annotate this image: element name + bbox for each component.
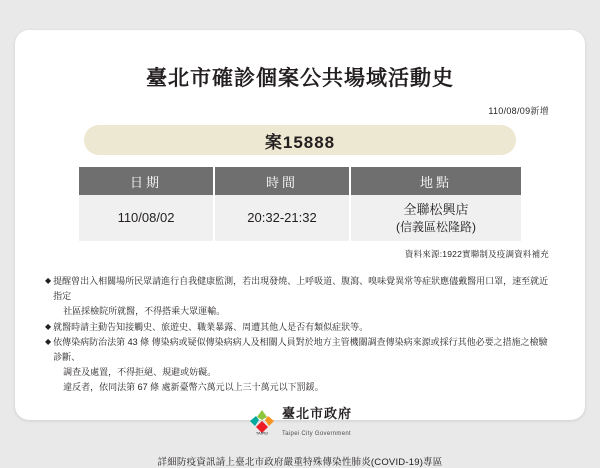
svg-text:TAIPEI: TAIPEI: [255, 430, 269, 436]
page-title: 臺北市確診個案公共場域活動史: [146, 67, 454, 90]
table-row: [79, 195, 521, 241]
column-header-date: 日期: [79, 167, 214, 195]
note-line: 調查及處置，不得拒絕、規避或妨礙。: [63, 367, 217, 378]
cell-place: [350, 195, 521, 241]
data-source-note: 資料來源:1922實聯制及疫調資料補充: [404, 249, 549, 259]
case-number-banner: [84, 125, 516, 155]
taipei-flower-icon: [248, 409, 276, 435]
diamond-bullet-icon: ◆: [45, 321, 52, 331]
note-line: 依傳染病防治法第 43 條 傳染病或疑似傳染病病人及相關人員對於地方主管機關調查傳染病來源或採行其他必要之措施之檢驗診斷、: [53, 337, 548, 363]
cell-time: 20:32-21:32: [214, 195, 350, 241]
table-header-row: [79, 167, 521, 195]
note-line: 提醒曾出入相關場所民眾請進行自我健康監測，若出現發燒、上呼吸道、腹瀉、嗅味覺異常等症狀應儘戴醫用口罩，速至就近指定: [53, 276, 549, 301]
column-header-place: 地點: [350, 167, 521, 195]
diamond-bullet-icon: ◆: [45, 337, 52, 347]
case-number-text: 案15888: [264, 132, 336, 152]
note-line: 就醫時請主動告知接觸史、旅遊史、職業暴露、周遭其他人是否有類似症狀等。: [53, 321, 369, 332]
city-government-logo: [15, 405, 585, 440]
activity-table: [79, 167, 521, 241]
notes-section: [45, 274, 555, 395]
announcement-card: [15, 30, 585, 468]
place-district: (信義區松隆路): [396, 219, 476, 234]
update-date: 110/08/09新增: [488, 106, 549, 116]
place-name: 全聯松興店: [403, 202, 469, 218]
note-line: 違反者，依同法第 67 條 處新臺幣六萬元以上三十萬元以下罰鍰。: [63, 381, 324, 392]
column-header-time: 時間: [214, 167, 350, 195]
logo-name-en: Taipei City Government: [281, 431, 351, 438]
note-line: 社區採檢院所就醫，不得搭乘大眾運輸。: [63, 305, 226, 316]
note-item: [45, 335, 555, 394]
logo-name-cn: 臺北市政府: [281, 405, 352, 421]
footer-note: 詳細防疫資訊請上臺北市政府嚴重特殊傳染性肺炎(COVID-19)專區: [157, 456, 443, 468]
diamond-bullet-icon: ◆: [45, 276, 52, 285]
cell-date: 110/08/02: [79, 195, 214, 241]
note-item: [45, 320, 555, 335]
note-item: [45, 274, 555, 319]
